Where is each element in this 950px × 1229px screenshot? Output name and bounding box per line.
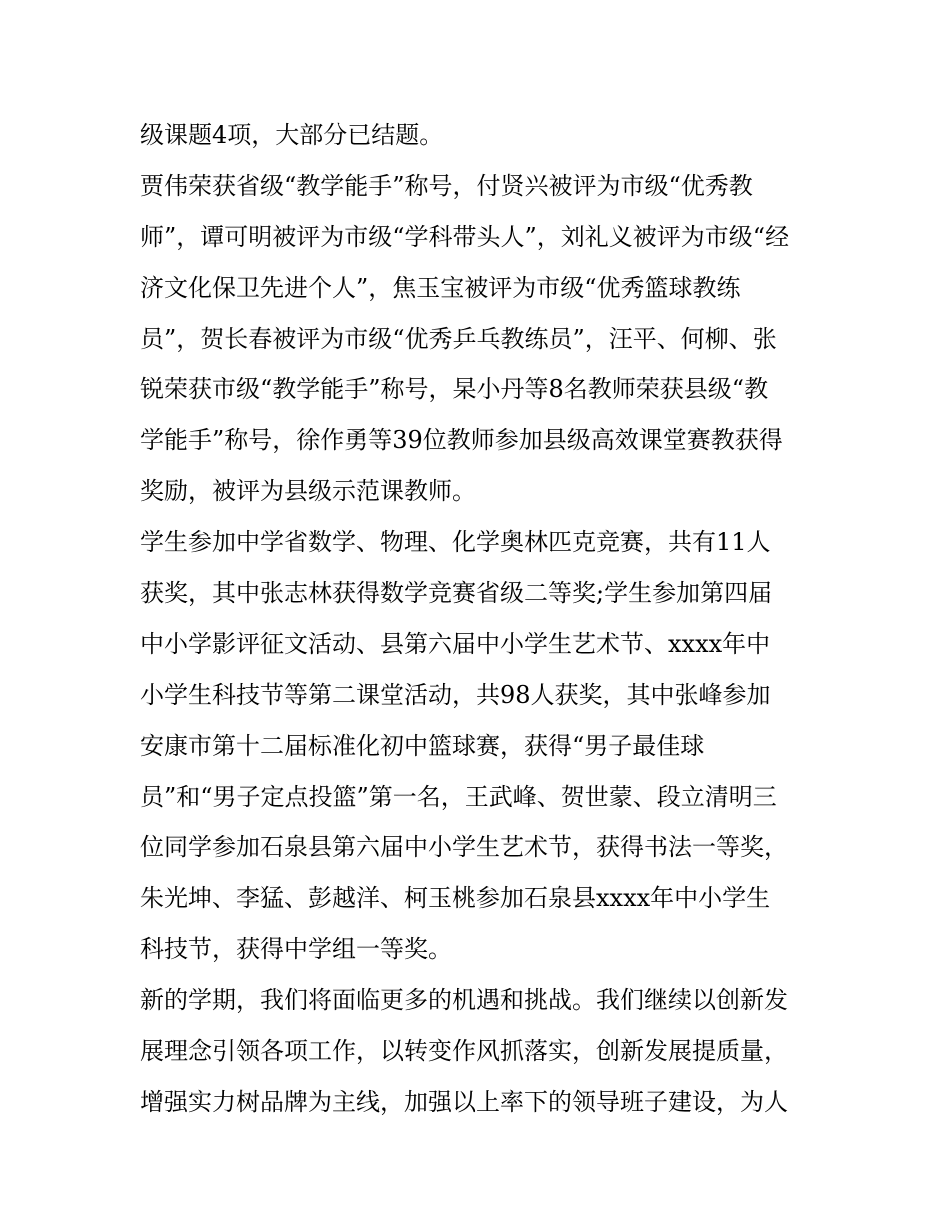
text-line: 获奖，其中张志林获得数学竞赛省级二等奖;学生参加第四届 [140,579,773,608]
text-line: 奖励，被评为县级示范课教师。 [140,477,476,506]
text-line: 员”和“男子定点投篮”第一名，王武峰、贺世蒙、段立清明三 [140,782,777,811]
text-line: 贾伟荣获省级“教学能手”称号，付贤兴被评为市级“优秀教 [140,171,753,200]
text-line: 展理念引领各项工作，以转变作风抓落实，创新发展提质量， [140,1037,788,1066]
text-line: 师”，谭可明被评为市级“学科带头人”，刘礼义被评为市级“经 [140,222,790,251]
text-line: 科技节，获得中学组一等奖。 [140,935,452,964]
text-line: 学生参加中学省数学、物理、化学奥林匹克竞赛，共有11人 [140,528,771,557]
text-line: 学能手”称号，徐作勇等39位教师参加县级高效课堂赛教获得 [140,426,783,455]
text-line: 级课题4项，大部分已结题。 [140,121,444,149]
text-line: 位同学参加石泉县第六届中小学生艺术节，获得书法一等奖， [140,833,788,862]
text-line: 增强实力树品牌为主线，加强以上率下的领导班子建设，为人 [140,1087,788,1116]
text-line: 朱光坤、李猛、彭越洋、柯玉桃参加石泉县xxxx年中小学生 [140,884,771,913]
text-line: 中小学影评征文活动、县第六届中小学生艺术节、xxxx年中 [140,629,771,658]
text-line: 锐荣获市级“教学能手”称号，杲小丹等8名教师荣获县级“教 [140,375,769,404]
text-line: 新的学期，我们将面临更多的机遇和挑战。我们继续以创新发 [140,986,788,1015]
text-line: 济文化保卫先进个人”，焦玉宝被评为市级“优秀篮球教练 [140,273,741,302]
text-line: 小学生科技节等第二课堂活动，共98人获奖，其中张峰参加 [140,680,771,709]
document-body [140,110,820,1128]
text-line: 安康市第十二届标准化初中篮球赛，获得“男子最佳球 [140,731,705,760]
text-line: 员”，贺长春被评为市级“优秀乒乓教练员”，汪平、何柳、张 [140,324,777,353]
